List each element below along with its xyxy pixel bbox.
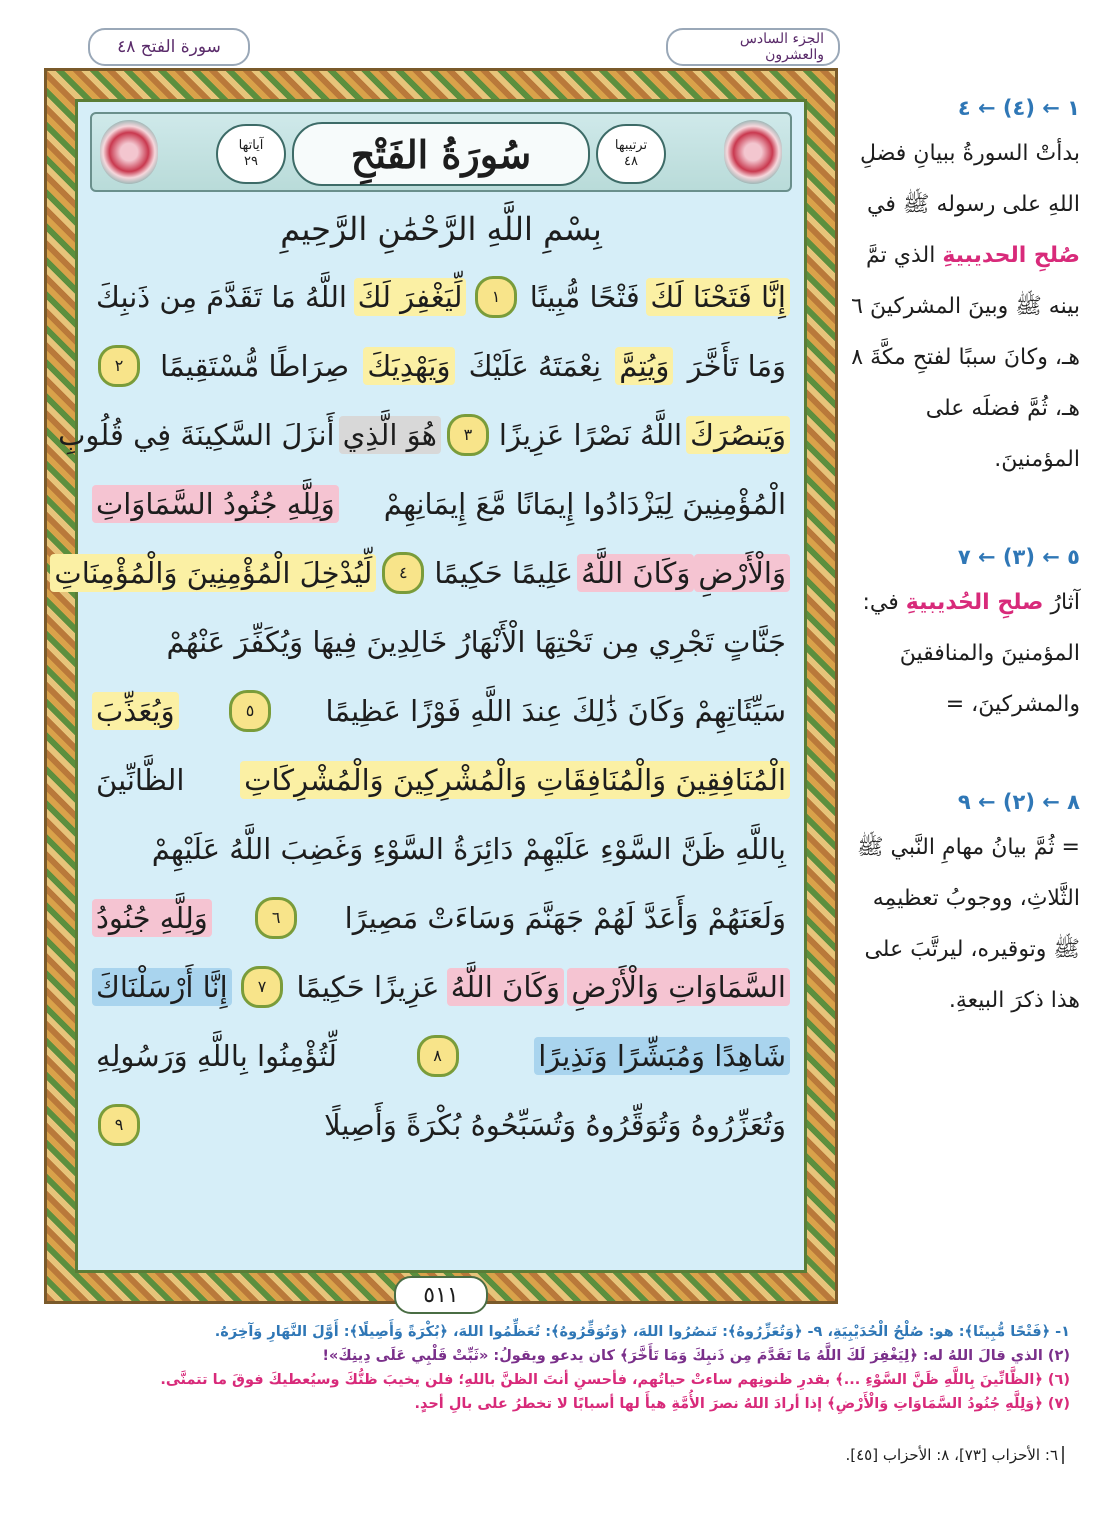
verse-segment: وَلِلَّهِ جُنُودُ السَّمَاوَاتِ xyxy=(92,485,339,523)
footnotes xyxy=(26,1320,1070,1416)
commentary-highlight: صلحِ الحُديبيةِ xyxy=(905,590,1044,615)
verse-segment: وَيَنصُرَكَ xyxy=(686,416,790,454)
surah-title: سُورَةُ الفَتْحِ xyxy=(292,122,590,186)
footnote: ١- ﴿فَتْحًا مُّبِينًا﴾: هو: صُلْحُ الْحُدَيْبِيَةِ، ٩- ﴿وَتُعَزِّرُوهُ﴾: تَنصُرُوا اللهَ، ﴿وَتُوَقِّرُوهُ﴾: تُعَظِّمُوا اللهَ، ﴿بُكْرَةً وَأَصِيلًا﴾: أَوَّلَ النَّهَارِ وَآخِرَهُ. xyxy=(214,1324,1070,1340)
verse-line xyxy=(92,469,790,538)
verse-segment: وَلِلَّهِ جُنُودُ xyxy=(92,899,212,937)
verse-segment: أَنزَلَ السَّكِينَةَ فِي قُلُوبِ xyxy=(58,417,335,452)
verse-segment: عَلِيمًا حَكِيمًا xyxy=(434,555,574,590)
verse-segment: الظَّانِّينَ xyxy=(96,762,185,797)
verse-line xyxy=(92,952,790,1021)
verse-segment: وَيُعَذِّبَ xyxy=(92,692,179,730)
verse-line xyxy=(54,538,790,607)
order-medallion xyxy=(596,124,666,184)
verse-segment: هُوَ الَّذِي xyxy=(339,416,441,454)
verse-segment: نِعْمَتَهُ عَلَيْكَ xyxy=(468,348,602,383)
basmala: بِسْمِ اللَّهِ الرَّحْمَٰنِ الرَّحِيمِ xyxy=(280,210,602,248)
ayah-number-marker: ٨ xyxy=(417,1035,459,1077)
verse-segment: بِاللَّهِ ظَنَّ السَّوْءِ عَلَيْهِمْ دَائِرَةُ السَّوْءِ وَغَضِبَ اللَّهُ عَلَيْهِمْ xyxy=(151,831,786,866)
ayah-number-marker: ٣ xyxy=(447,414,489,456)
verse-line xyxy=(92,814,790,883)
verse-segment: وَكَانَ اللَّهُ xyxy=(577,554,694,592)
commentary-text xyxy=(850,128,1080,485)
verse-segment: وَالْأَرْضِ xyxy=(694,554,790,592)
order-label: ترتيبها xyxy=(614,138,648,154)
ayah-number-marker: ٥ xyxy=(229,690,271,732)
verse-segment: الْمُنَافِقِينَ وَالْمُنَافِقَاتِ وَالْمُشْرِكِينَ وَالْمُشْرِكَاتِ xyxy=(240,761,790,799)
ayah-number-marker: ٤ xyxy=(382,552,424,594)
commentary-part: بدأتْ السورةُ ببيانِ فضلِ اللهِ على رسوله ﷺ في xyxy=(860,141,1080,217)
ayah-number-marker: ٢ xyxy=(98,345,140,387)
verse-segment: شَاهِدًا وَمُبَشِّرًا وَنَذِيرًا xyxy=(534,1037,790,1075)
page-body xyxy=(54,99,807,1308)
ayah-number-marker: ٧ xyxy=(241,966,283,1008)
order-value: ٤٨ xyxy=(624,154,638,169)
verses-medallion xyxy=(216,124,286,184)
verse-segment: لِّتُؤْمِنُوا بِاللَّهِ وَرَسُولِهِ xyxy=(96,1038,337,1073)
verses-text xyxy=(54,262,790,1159)
verse-segment: لِّيَغْفِرَ لَكَ xyxy=(354,278,467,316)
verse-segment: اللَّهُ نَصْرًا عَزِيزًا xyxy=(498,417,683,452)
verse-segment: وَكَانَ اللَّهُ xyxy=(447,968,564,1006)
verses-value: ٢٩ xyxy=(244,154,258,169)
verse-segment: جَنَّاتٍ تَجْرِي مِن تَحْتِهَا الْأَنْهَارُ خَالِدِينَ فِيهَا وَيُكَفِّرَ عَنْهُمْ xyxy=(166,624,786,659)
cross-references: ٦: الأحزاب [٧٣]، ٨: الأحزاب [٤٥]. xyxy=(846,1446,1065,1464)
verses-label: آياتها xyxy=(238,138,264,154)
verse-segment: وَلَعَنَهُمْ وَأَعَدَّ لَهُمْ جَهَنَّمَ وَسَاءَتْ مَصِيرًا xyxy=(344,900,786,935)
verse-segment: صِرَاطًا مُّسْتَقِيمًا xyxy=(160,348,350,383)
verse-line xyxy=(92,1090,790,1159)
verse-line xyxy=(92,331,790,400)
flower-ornament-icon xyxy=(100,120,158,184)
verse-segment: السَّمَاوَاتِ وَالْأَرْضِ xyxy=(567,968,790,1006)
verse-range: ٥ ← (٣) ← ٧ xyxy=(957,545,1080,569)
verse-segment: وَيُتِمَّ xyxy=(615,347,673,385)
verse-segment: وَتُعَزِّرُوهُ وَتُوَقِّرُوهُ وَتُسَبِّحُوهُ بُكْرَةً وَأَصِيلًا xyxy=(324,1107,786,1142)
commentary-part: في: المؤمنينَ والمنافقينَ والمشركينَ، = xyxy=(862,590,1080,717)
ayah-number-marker: ٦ xyxy=(255,897,297,939)
verse-segment: وَيَهْدِيَكَ xyxy=(363,347,454,385)
juz-label: الجزء السادس والعشرون xyxy=(666,28,840,66)
verse-segment: سَيِّئَاتِهِمْ وَكَانَ ذَٰلِكَ عِندَ اللَّهِ فَوْزًا عَظِيمًا xyxy=(325,693,786,728)
verse-segment: عَزِيزًا حَكِيمًا xyxy=(296,969,440,1004)
verse-line xyxy=(92,883,790,952)
flower-ornament-icon xyxy=(724,120,782,184)
verse-segment: الْمُؤْمِنِينَ لِيَزْدَادُوا إِيمَانًا مَّعَ إِيمَانِهِمْ xyxy=(383,486,786,521)
commentary-part: الذي تمَّ بينه ﷺ وبينَ المشركينَ ٦ هـ، وكانَ سببًا لفتحِ مكَّةَ ٨ هـ، ثُمَّ فضلَه على المؤمنينَ. xyxy=(851,243,1080,472)
commentary-block-2 xyxy=(850,545,1080,730)
verse-segment: لِّيُدْخِلَ الْمُؤْمِنِينَ وَالْمُؤْمِنَاتِ xyxy=(50,554,376,592)
verse-segment: وَمَا تَأَخَّرَ xyxy=(687,348,786,383)
verse-segment: اللَّهُ مَا تَقَدَّمَ مِن ذَنبِكَ xyxy=(96,279,347,314)
verse-line xyxy=(92,262,790,331)
verse-line xyxy=(58,400,790,469)
commentary-block-3 xyxy=(850,790,1080,1026)
commentary-column xyxy=(850,96,1080,1086)
ornamental-frame xyxy=(44,68,838,1308)
verse-line xyxy=(92,676,790,745)
footnote: (٦) ﴿الظَّانِّينَ بِاللَّهِ ظَنَّ السَّوْءِ ...﴾ بقدرِ ظنونِهم ساءتْ حياتُهم، فأحسنِ أنتَ الظنَّ باللهِ؛ فلن يخيبَ ظنُّكَ وسيُعطيكَ فوقَ ما تتمنَّى. xyxy=(160,1372,1070,1388)
footnote: (٢) الذي قالَ اللهُ له: ﴿لِيَغْفِرَ لَكَ اللَّهُ مَا تَقَدَّمَ مِن ذَنبِكَ وَمَا تَأَخَّرَ﴾ كان يدعو ويقولُ: «ثَبِّتْ قَلْبِي عَلَى دِينِكَ»! xyxy=(322,1348,1070,1364)
verse-line xyxy=(92,1021,790,1090)
ayah-number-marker: ١ xyxy=(475,276,517,318)
footnote: (٧) ﴿وَلِلَّهِ جُنُودُ السَّمَاوَاتِ وَالْأَرْضِ﴾ إذا أرادَ اللهُ نصرَ الأُمَّةِ هيأَ لها أسبابًا لا تخطرُ على بالِ أحدٍ. xyxy=(414,1396,1070,1412)
verse-range: ١ ← (٤) ← ٤ xyxy=(957,96,1080,120)
commentary-highlight: صُلحِ الحديبيةِ xyxy=(942,243,1080,268)
commentary-block-1 xyxy=(850,96,1080,485)
verse-range: ٨ ← (٢) ← ٩ xyxy=(957,790,1080,814)
ayah-number-marker: ٩ xyxy=(98,1104,140,1146)
surah-label: سورة الفتح ٤٨ xyxy=(88,28,250,66)
verse-line xyxy=(92,745,790,814)
verse-segment: فَتْحًا مُّبِينًا xyxy=(529,279,640,314)
verse-line xyxy=(92,607,790,676)
commentary-text xyxy=(850,577,1080,730)
surah-banner xyxy=(90,112,792,192)
commentary-part: آثارُ xyxy=(1050,590,1080,615)
verse-segment: إِنَّا أَرْسَلْنَاكَ xyxy=(92,968,232,1006)
verse-segment: إِنَّا فَتَحْنَا لَكَ xyxy=(646,278,790,316)
page-number: ٥١١ xyxy=(394,1276,488,1314)
commentary-text: = ثُمَّ بيانُ مهامِ النَّبي ﷺ الثَّلاثِ، ووجوبُ تعظيمِه ﷺ وتوقيره، ليرتَّبَ على هذا ذكرَ البيعةِ. xyxy=(856,835,1080,1013)
